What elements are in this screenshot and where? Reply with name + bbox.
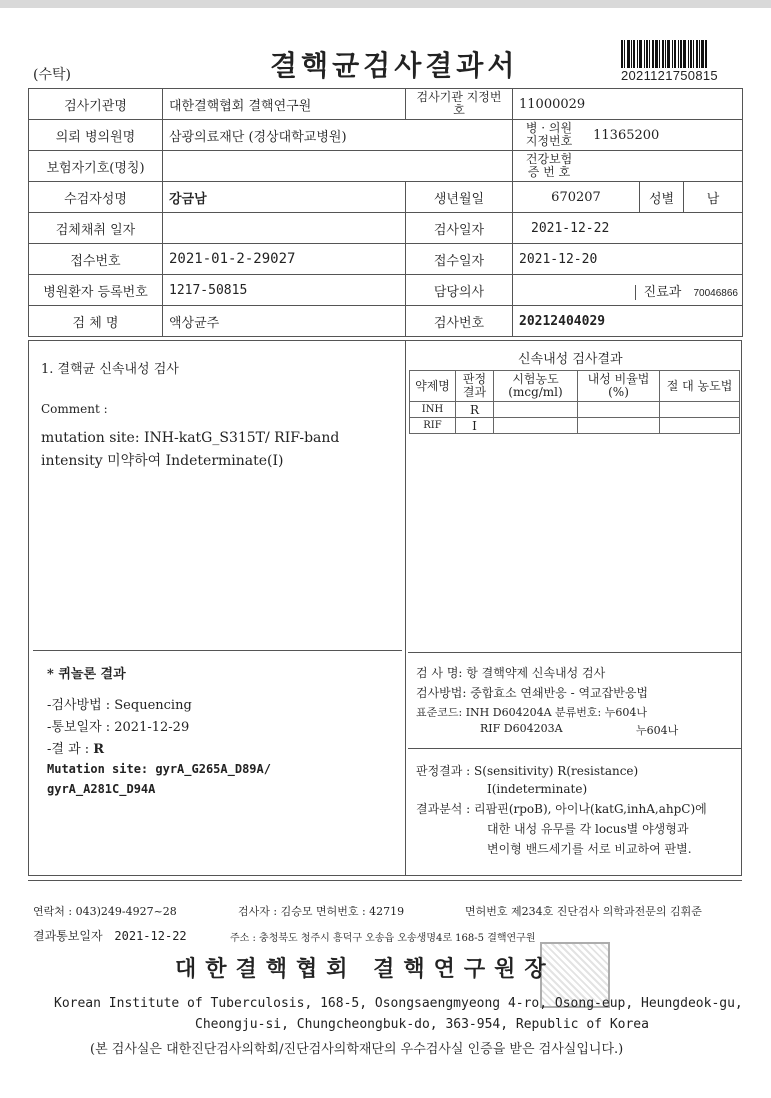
patient-name-label: 수검자성명 (29, 182, 163, 213)
row-absolute (660, 418, 740, 434)
agency-no-label: 검사기관 지정번호 (406, 89, 513, 120)
quinolone-title: * 퀴놀론 결과 (47, 667, 126, 682)
agency-label: 검사기관명 (29, 89, 163, 120)
contact: 연락처 : 043)249-4927~28 (33, 905, 177, 918)
barcode-number: 2021121750815 (621, 68, 718, 83)
specimen-label: 검 체 명 (29, 306, 163, 337)
receipt-no-label: 접수번호 (29, 244, 163, 275)
row-drug: RIF (410, 418, 456, 434)
notice-date-value: 2021-12-22 (114, 929, 187, 943)
test-no-value: 20212404029 (513, 306, 743, 337)
document-title: 결핵균검사결과서 (270, 49, 519, 82)
bottom-line (28, 880, 742, 881)
dept-label: 진료과 (635, 285, 682, 300)
row-ratio (578, 402, 660, 418)
reg-no-value: 1217-50815 (163, 275, 406, 306)
patient-info-table (28, 88, 743, 337)
row-conc (494, 418, 578, 434)
hospital-no-cell (513, 120, 743, 151)
std-code-2b: 누604나 (636, 724, 679, 737)
left-divider (33, 650, 402, 651)
org-name: 대한결핵협회 결핵연구원장 (175, 956, 555, 982)
test-no-label: 검사번호 (406, 306, 513, 337)
top-border (0, 0, 771, 8)
receipt-date-label: 접수일자 (406, 244, 513, 275)
result-value: R (93, 742, 105, 757)
insured-label: 보험자기호(명칭) (29, 151, 163, 182)
table-row (410, 418, 740, 434)
col-result: 판정 결과 (456, 371, 494, 402)
notice-date-label: 결과통보일자 (33, 929, 103, 943)
analysis-line-3: 변이형 밴드세기를 서로 비교하여 판별. (487, 842, 692, 856)
dept-value: 70046866 (693, 287, 738, 299)
comment-line-2: intensity 미약하여 Indeterminate(I) (41, 453, 284, 469)
agency-no-value: 11000029 (513, 89, 743, 120)
exam-name: 검 사 명: 항 결핵약제 신속내성 검사 (416, 666, 606, 680)
consignment-label: (수탁) (33, 67, 71, 83)
right-divider-1 (408, 652, 742, 653)
exam-method: 검사방법: 중합효소 연쇄반응 - 역교잡반응법 (416, 686, 649, 700)
patient-name-value: 강금남 (163, 182, 406, 213)
col-ratio: 내성 비율법(%) (578, 371, 660, 402)
comment-label: Comment : (41, 402, 108, 416)
gender-label: 성별 (640, 182, 684, 213)
test-date-label: 검사일자 (406, 213, 513, 244)
row-result: R (456, 402, 494, 418)
method-line: -검사방법 : Sequencing (47, 698, 192, 713)
requester-label: 의뢰 병의원명 (29, 120, 163, 151)
dept-cell (513, 275, 743, 306)
comment-line-1: mutation site: INH-katG_S315T/ RIF-band (41, 430, 340, 446)
result-label: -결 과 : (47, 742, 90, 757)
address: 주소 : 충청북도 청주시 흥덕구 오송읍 오송생명4로 168-5 결핵연구원 (230, 933, 536, 944)
rapid-result-title: 신속내성 검사결과 (518, 352, 623, 367)
gender-value: 남 (684, 182, 743, 213)
row-conc (494, 402, 578, 418)
result-line (47, 738, 104, 757)
judge-line-2: I(indeterminate) (487, 782, 588, 796)
collect-date-label: 검체채취 일자 (29, 213, 163, 244)
std-code-1: 표준코드: INH D604204A 분류번호: 누604나 (416, 706, 647, 719)
specimen-value: 액상균주 (163, 306, 406, 337)
receipt-date-value: 2021-12-20 (513, 244, 743, 275)
col-absolute: 절 대 농도법 (660, 371, 740, 402)
judge-line-1: 판정결과 : S(sensitivity) R(resistance) (416, 764, 639, 778)
examiner: 검사자 : 김승모 면허번호 : 42719 (238, 905, 405, 918)
insured-value (163, 151, 513, 182)
collect-date-value (163, 213, 406, 244)
receipt-no-value: 2021-01-2-29027 (163, 244, 406, 275)
doctor-label: 담당의사 (406, 275, 513, 306)
mutation-line-2: gyrA_A281C_D94A (47, 782, 156, 796)
section-title: 1. 결핵균 신속내성 검사 (41, 362, 179, 377)
reg-no-label: 병원환자 등록번호 (29, 275, 163, 306)
row-drug: INH (410, 402, 456, 418)
row-absolute (660, 402, 740, 418)
rapid-result-table (409, 370, 740, 434)
analysis-line-2: 대한 내성 유무를 각 locus별 야생형과 (487, 822, 689, 836)
health-ins-label: 건강보험 증 번 호 (525, 152, 573, 179)
certification-note: (본 검사실은 대한진단검사의학회/진단검사의학재단의 우수검사실 인증을 받은 검사실입니다.) (90, 1042, 624, 1057)
agency-value: 대한결핵협회 결핵연구원 (163, 89, 406, 120)
table-row (410, 402, 740, 418)
row-ratio (578, 418, 660, 434)
std-code-2a: RIF D604203A (480, 722, 563, 735)
row-result: I (456, 418, 494, 434)
barcode (621, 40, 726, 68)
notice-date-line (33, 927, 187, 944)
hospital-no-value: 11365200 (593, 127, 660, 143)
health-ins-cell (513, 151, 743, 182)
vertical-divider (405, 340, 406, 876)
hospital-no-label: 병 · 의원 지정번호 (525, 121, 573, 148)
birth-label: 생년월일 (406, 182, 513, 213)
license: 면허번호 제234호 진단검사 의학과전문의 김휘준 (465, 905, 702, 918)
birth-value: 670207 (513, 182, 640, 213)
report-date-line: -통보일자 : 2021-12-29 (47, 720, 190, 735)
eng-address-1: Korean Institute of Tuberculosis, 168-5, Osongsaengmyeong 4-ro, Osong-eup, Heungdeok-gu, (54, 996, 743, 1011)
requester-value: 삼광의료재단 (경상대학교병원) (163, 120, 513, 151)
test-date-value: 2021-12-22 (513, 213, 743, 244)
col-drug: 약제명 (410, 371, 456, 402)
mutation-line-1: Mutation site: gyrA_G265A_D89A/ (47, 762, 271, 776)
eng-address-2: Cheongju-si, Chungcheongbuk-do, 363-954, Republic of Korea (195, 1017, 649, 1032)
col-conc: 시험농도 (mcg/ml) (494, 371, 578, 402)
analysis-line-1: 결과분석 : 리팜핀(rpoB), 아이나(katG,inhA,ahpC)에 (416, 802, 707, 816)
right-divider-2 (408, 748, 742, 749)
